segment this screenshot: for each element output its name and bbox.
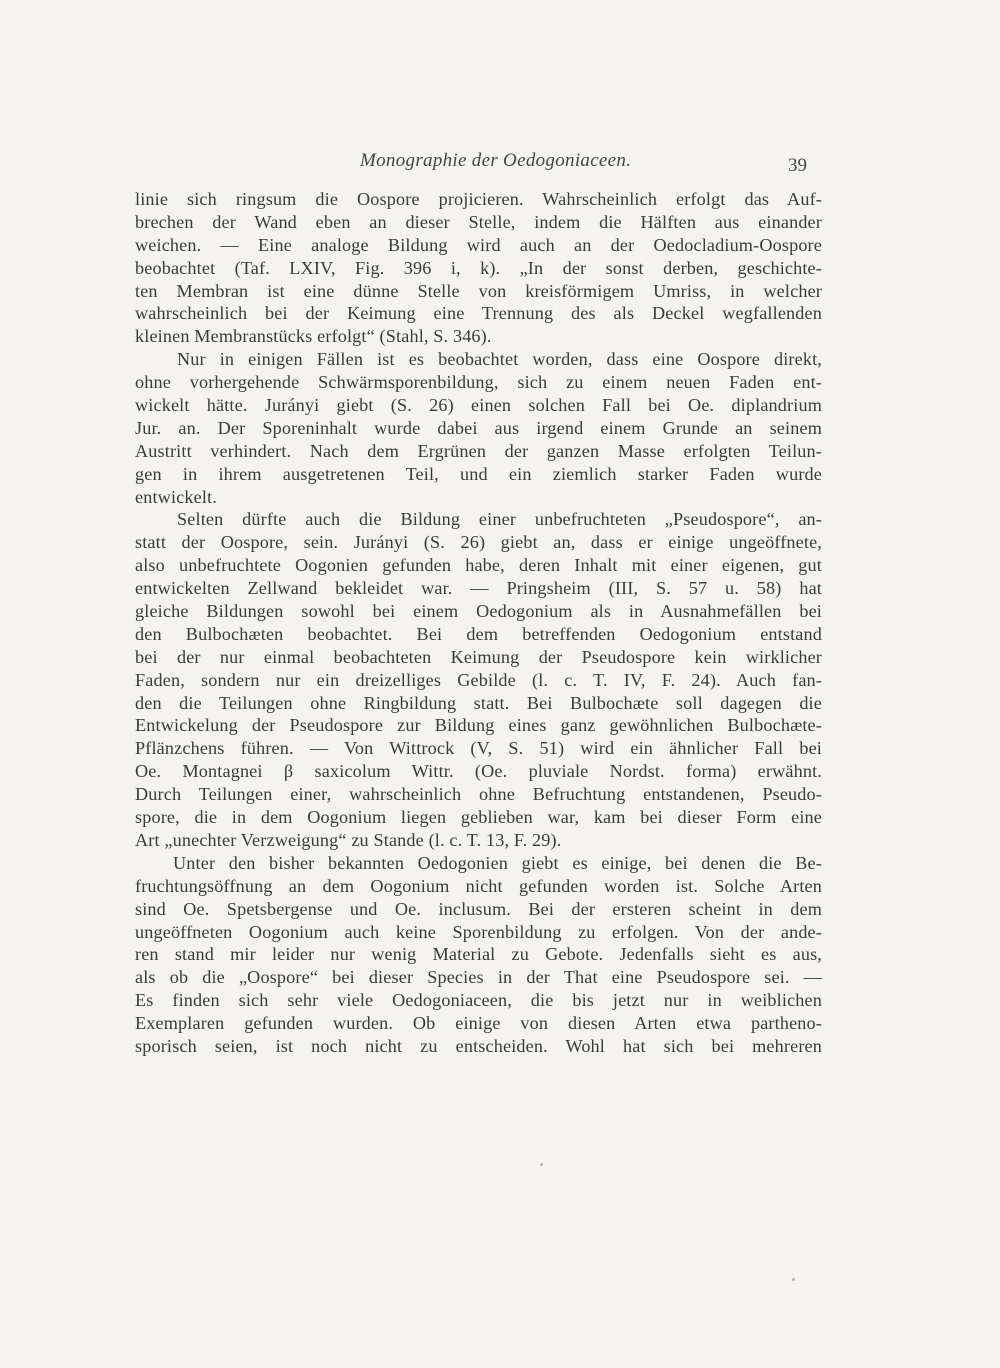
text-line: bei der nur einmal beobachteten Keimung der Pseudospore kein wirklicher (135, 646, 822, 667)
text-line: gen in ihrem ausgetretenen Teil, und ein ziemlich starker Faden wurde (135, 463, 822, 484)
text-line: ten Membran ist eine dünne Stelle von kreisförmigem Umriss, in welcher (135, 280, 822, 301)
text-line: entwickelt. (135, 486, 217, 507)
text-line: Austritt verhindert. Nach dem Ergrünen der ganzen Masse erfolgten Teilun- (135, 440, 822, 461)
text-line: Exemplaren gefunden wurden. Ob einige von diesen Arten etwa partheno- (135, 1013, 822, 1034)
text-line: Es finden sich sehr viele Oedogoniaceen, die bis jetzt nur in weiblichen (135, 990, 822, 1011)
text-line: sporisch seien, ist noch nicht zu entscheiden. Wohl hat sich bei mehreren (135, 1035, 822, 1056)
text-line: wahrscheinlich bei der Keimung eine Trennung des als Deckel wegfallenden (135, 303, 822, 324)
text-line: spore, die in dem Oogonium liegen geblieben war, kam bei dieser Form eine (135, 807, 822, 828)
text-line: Pflänzchens führen. — Von Wittrock (V, S. 51) wird ein ähnlicher Fall bei (135, 738, 822, 759)
text-line: also unbefruchtete Oogonien gefunden habe, deren Inhalt mit einer eigenen, gut (135, 555, 822, 576)
text-line: beobachtet (Taf. LXIV, Fig. 396 i, k). „In der sonst derben, geschichte- (135, 257, 822, 278)
text-line: Selten dürfte auch die Bildung einer unbefruchteten „Pseudospore“, an- (177, 509, 822, 530)
text-line: Art „unechter Verzweigung“ zu Stande (l. c. T. 13, F. 29). (135, 829, 562, 850)
text-line: Unter den bisher bekannten Oedogonien giebt es einige, bei denen die Be- (173, 852, 822, 873)
text-line: weichen. — Eine analoge Bildung wird auch an der Oedocladium-Oospore (135, 234, 822, 255)
text-line: Nur in einigen Fällen ist es beobachtet worden, dass eine Oospore direkt, (177, 349, 822, 370)
text-line: Oe. Montagnei β saxicolum Wittr. (Oe. pluviale Nordst. forma) erwähnt. (135, 761, 822, 782)
text-line: als ob die „Oospore“ bei dieser Species in der That eine Pseudospore sei. — (135, 967, 822, 988)
text-line: Durch Teilungen einer, wahrscheinlich ohne Befruchtung entstandenen, Pseudo- (135, 784, 822, 805)
page-number: 39 (788, 155, 807, 176)
text-line: Jur. an. Der Sporeninhalt wurde dabei aus irgend einem Grunde an seinem (135, 417, 822, 438)
body-text (135, 188, 822, 1058)
text-line: den Bulbochæten beobachtet. Bei dem betreffenden Oedogonium entstand (135, 623, 822, 644)
text-line: Entwickelung der Pseudospore zur Bildung eines ganz gewöhnlichen Bulbochæte- (135, 715, 822, 736)
text-line: sind Oe. Spetsbergense und Oe. inclusum. Bei der ersteren scheint in dem (135, 898, 822, 919)
text-line: gleiche Bildungen sowohl bei einem Oedogonium als in Ausnahmefällen bei (135, 601, 822, 622)
text-line: ren stand mir leider nur wenig Material zu Gebote. Jedenfalls sieht es aus, (135, 944, 822, 965)
text-line: fruchtungsöffnung an dem Oogonium nicht gefunden worden ist. Solche Arten (135, 875, 822, 896)
text-line: entwickelten Zellwand bekleidet war. — Pringsheim (III, S. 57 u. 58) hat (135, 578, 822, 599)
text-line: statt der Oospore, sein. Jurányi (S. 26) giebt an, dass er einige ungeöffnete, (135, 532, 822, 553)
running-title: Monographie der Oedogoniaceen. (360, 150, 632, 171)
text-line: kleinen Membranstücks erfolgt“ (Stahl, S. 346). (135, 326, 492, 347)
text-line: ohne vorhergehende Schwärmsporenbildung, sich zu einem neuen Faden ent- (135, 372, 822, 393)
paper-speck (792, 1278, 795, 1281)
text-line: ungeöffneten Oogonium auch keine Sporenbildung zu erfolgen. Von der ande- (135, 921, 822, 942)
text-line: wickelt hätte. Jurányi giebt (S. 26) einen solchen Fall bei Oe. diplandrium (135, 395, 822, 416)
text-line: Faden, sondern nur ein dreizelliges Gebilde (l. c. T. IV, F. 24). Auch fan- (135, 669, 822, 690)
text-line: linie sich ringsum die Oospore projicieren. Wahrscheinlich erfolgt das Auf- (135, 189, 822, 209)
text-line: den die Teilungen ohne Ringbildung statt. Bei Bulbochæte soll dagegen die (135, 692, 822, 713)
text-line: brechen der Wand eben an dieser Stelle, indem die Hälften aus einander (135, 211, 822, 232)
paper-speck (540, 1163, 543, 1166)
